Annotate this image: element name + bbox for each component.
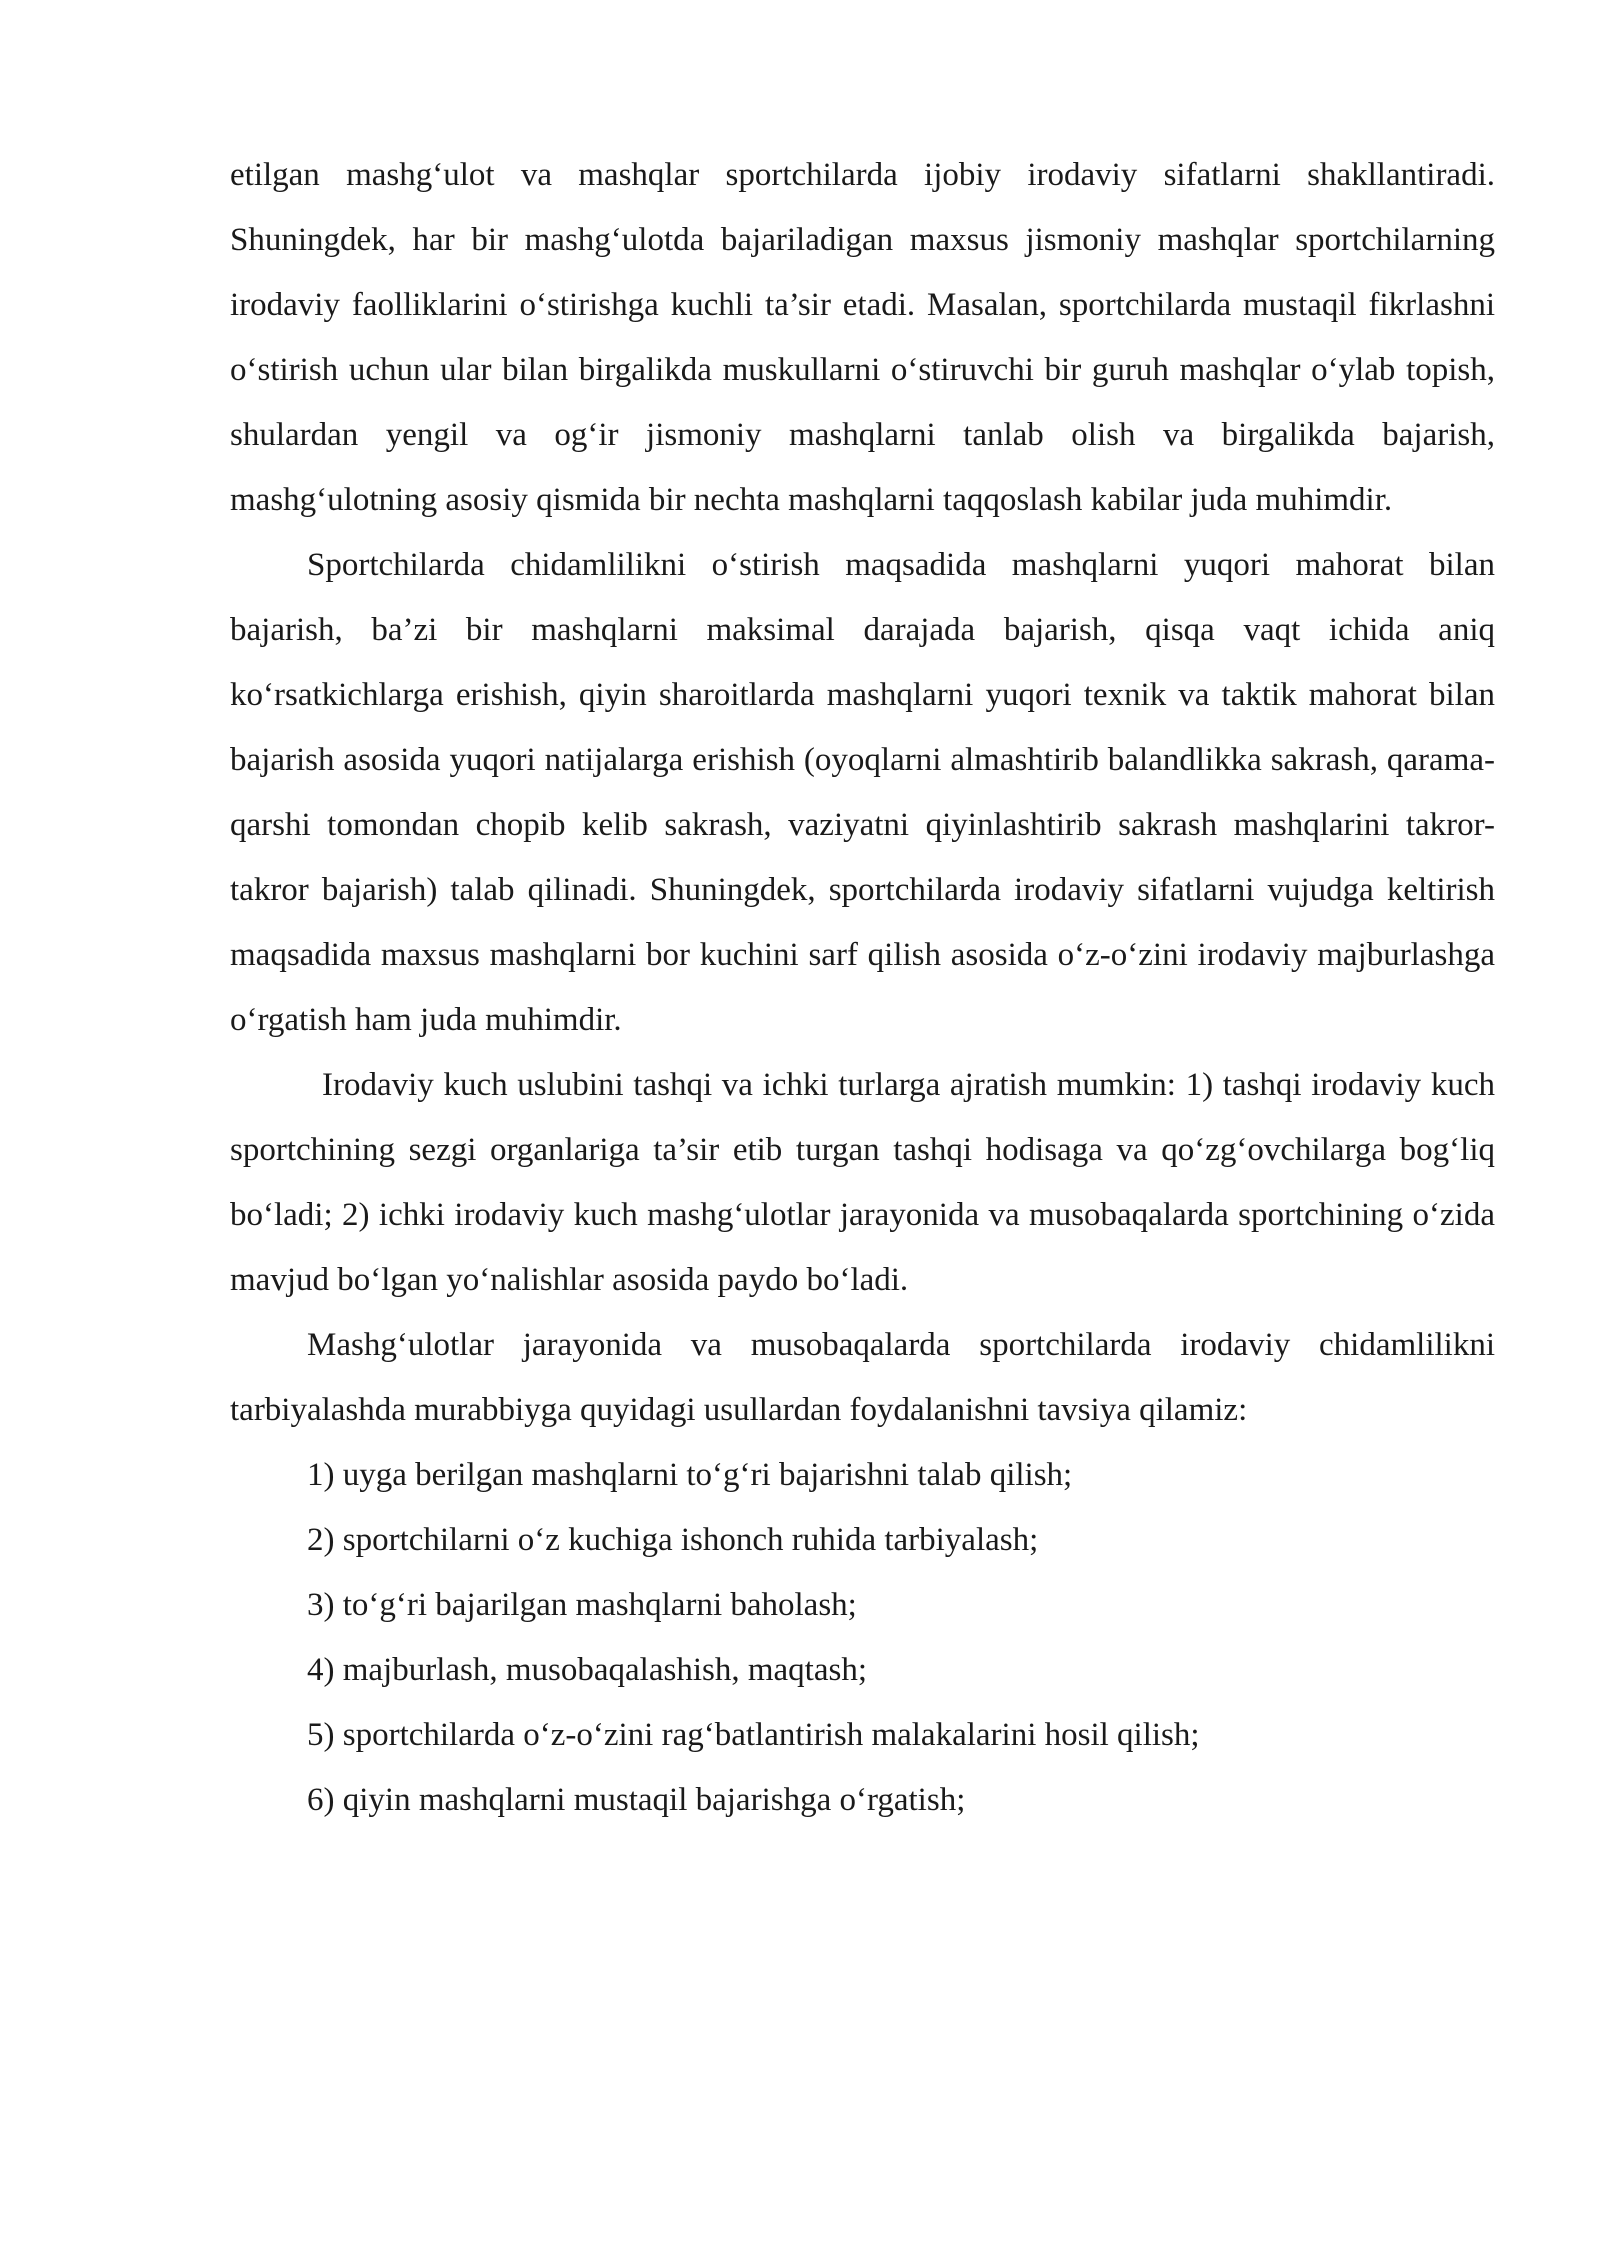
document-body (230, 143, 1495, 1833)
list-item: 6) qiyin mashqlarni mustaqil bajarishga o‘rgatish; (307, 1782, 966, 1818)
paragraph-continuation: etilgan mashg‘ulot va mashqlar sportchilarda ijobiy irodaviy sifatlarni shakllantiradi. Shuningdek, har bir mashg‘ulotda bajariladigan maxsus jismoniy mashqlar sportchilarning irodaviy faolliklarini o‘stirishga kuchli ta’sir etadi. Masalan, sportchilarda mustaqil fikrlashni o‘stirish uchun ular bilan birgalikda muskullarni o‘stiruvchi bir guruh mashqlar o‘ylab topish, shulardan yengil va og‘ir jismoniy mashqlarni tanlab olish va birgalikda bajarish, mashg‘ulotning asosiy qismida bir nechta mashqlarni taqqoslash kabilar juda muhimdir. (230, 157, 1495, 518)
list-item: 4) majburlash, musobaqalashish, maqtash; (307, 1652, 867, 1688)
paragraph-recommendations: Mashg‘ulotlar jarayonida va musobaqalarda sportchilarda irodaviy chidamlilikni tarbiyalashda murabbiyga quyidagi usullardan foydalanishni tavsiya qilamiz: (230, 1327, 1495, 1428)
list-item: 3) to‘g‘ri bajarilgan mashqlarni baholash; (307, 1587, 857, 1623)
list-item: 2) sportchilarni o‘z kuchiga ishonch ruhida tarbiyalash; (307, 1522, 1039, 1558)
paragraph-endurance: Sportchilarda chidamlilikni o‘stirish maqsadida mashqlarni yuqori mahorat bilan bajarish, ba’zi bir mashqlarni maksimal darajada bajarish, qisqa vaqt ichida aniq ko‘rsatkichlarga erishish, qiyin sharoitlarda mashqlarni yuqori texnik va taktik mahorat bilan bajarish asosida yuqori natijalarga erishish (oyoqlarni almashtirib balandlikka sakrash, qarama-qarshi tomondan chopib kelib sakrash, vaziyatni qiyinlashtirib sakrash mashqlarini takror-takror bajarish) talab qilinadi. Shuningdek, sportchilarda irodaviy sifatlarni vujudga keltirish maqsadida maxsus mashqlarni bor kuchini sarf qilish asosida o‘z-o‘zini irodaviy majburlashga o‘rgatish ham juda muhimdir. (230, 547, 1495, 1038)
list-item: 5) sportchilarda o‘z-o‘zini rag‘batlantirish malakalarini hosil qilish; (307, 1717, 1200, 1753)
paragraph-willpower-types: Irodaviy kuch uslubini tashqi va ichki turlarga ajratish mumkin: 1) tashqi irodaviy kuch sportchining sezgi organlariga ta’sir etib turgan tashqi hodisaga va qo‘zg‘ovchilarga bog‘liq bo‘ladi; 2) ichki irodaviy kuch mashg‘ulotlar jarayonida va musobaqalarda sportchining o‘zida mavjud bo‘lgan yo‘nalishlar asosida paydo bo‘ladi. (230, 1067, 1495, 1298)
recommendations-list (230, 1443, 1495, 1833)
list-item: 1) uyga berilgan mashqlarni to‘g‘ri bajarishni talab qilish; (307, 1457, 1073, 1493)
